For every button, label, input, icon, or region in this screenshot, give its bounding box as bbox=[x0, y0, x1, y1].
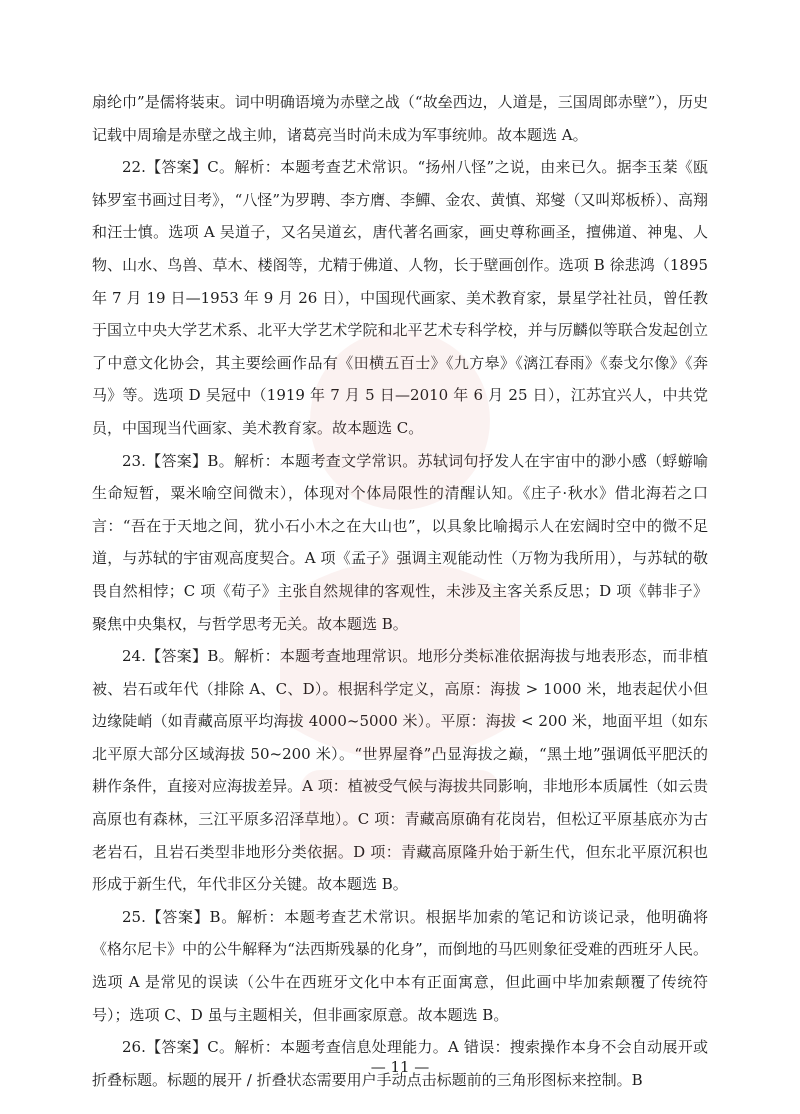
paragraph-answer-22: 22.【答案】C。解析：本题考查艺术常识。“扬州八怪”之说，由来已久。据李玉棻《瓯钵罗室书画过目考》，“八怪”为罗聘、李方膺、李鱓、金农、黄慎、郑燮（又叫郑板桥）、高翔和汪士慎。选项 A 吴道子，又名吴道玄，唐代著名画家，画史尊称画圣，擅佛道、神鬼、人物、山水、鸟兽、草木、楼阁等，尤精于佛道、人物，长于壁画创作。选项 B 徐悲鸿（1895 年 7 月 19 日—1953 年 9 月 26 日），中国现代画家、美术教育家，景星学社社员，曾任教于国立中央大学艺术系、北平大学艺术学院和北平艺术专科学校，并与厉麟似等联合发起创立了中意文化协会，其主要绘画作品有《田横五百士》《九方皋》《漓江春雨》《泰戈尔像》《奔马》等。选项 D 吴冠中（1919 年 7 月 5 日—2010 年 6 月 25 日），江苏宜兴人，中共党员，中国现当代画家、美术教育家。故本题选 C。 bbox=[92, 158, 708, 437]
paragraph-continuation: 扇纶巾”是儒将装束。词中明确语境为赤壁之战（“故垒西边，人道是，三国周郎赤壁”），历史记载中周瑜是赤壁之战主帅，诸葛亮当时尚未成为军事统帅。故本题选 A。 bbox=[92, 93, 708, 144]
page-number: — 11 — bbox=[370, 1058, 430, 1076]
paragraph-answer-23: 23.【答案】B。解析：本题考查文学常识。苏轼词句抒发人在宇宙中的渺小感（蜉蝣喻生命短暂，粟米喻空间微末），体现对个体局限性的清醒认知。《庄子·秋水》借北海若之口言：“吾在于天地之间，犹小石小木之在大山也”，以具象比喻揭示人在宏阔时空中的微不足道，与苏轼的宇宙观高度契合。A 项《孟子》强调主观能动性（万物为我所用），与苏轼的敬畏自然相悖；C 项《荀子》主张自然规律的客观性，未涉及主客关系反思；D 项《韩非子》聚焦中央集权，与哲学思考无关。故本题选 B。 bbox=[92, 451, 708, 633]
paragraph-answer-24: 24.【答案】B。解析：本题考查地理常识。地形分类标准依据海拔与地表形态，而非植被、岩石或年代（排除 A、C、D）。根据科学定义，高原：海拔 > 1000 米，地表起伏小但边缘陡峭（如青藏高原平均海拔 4000~5000 米）。平原：海拔 < 200 米，地面平坦（如东北平原大部分区域海拔 50~200 米）。“世界屋脊”凸显海拔之巅，“黑土地”强调低平肥沃的耕作条件，直接对应海拔差异。A 项：植被受气候与海拔共同影响，非地形本质属性（如云贵高原也有森林，三江平原多沼泽草地）。C 项：青藏高原确有花岗岩，但松辽平原基底亦为古老岩石，且岩石类型非地形分类依据。D 项：青藏高原隆升始于新生代，但东北平原沉积也形成于新生代，年代非区分关键。故本题选 B。 bbox=[92, 647, 708, 894]
paragraph-answer-26: 26.【答案】C。解析：本题考查信息处理能力。A 错误：搜索操作本身不会自动展开或折叠标题。标题的展开 / 折叠状态需要用户手动点击标题前的三角形图标来控制。B bbox=[92, 1038, 708, 1089]
paragraph-answer-25: 25.【答案】B。解析：本题考查艺术常识。根据毕加索的笔记和访谈记录，他明确将《格尔尼卡》中的公牛解释为“法西斯残暴的化身”，而倒地的马匹则象征受难的西班牙人民。选项 A 是常见的误读（公牛在西班牙文化中本有正面寓意，但此画中毕加索颠覆了传统符号）；选项 C、D 虽与主题相关，但非画家原意。故本题选 B。 bbox=[92, 907, 708, 1024]
